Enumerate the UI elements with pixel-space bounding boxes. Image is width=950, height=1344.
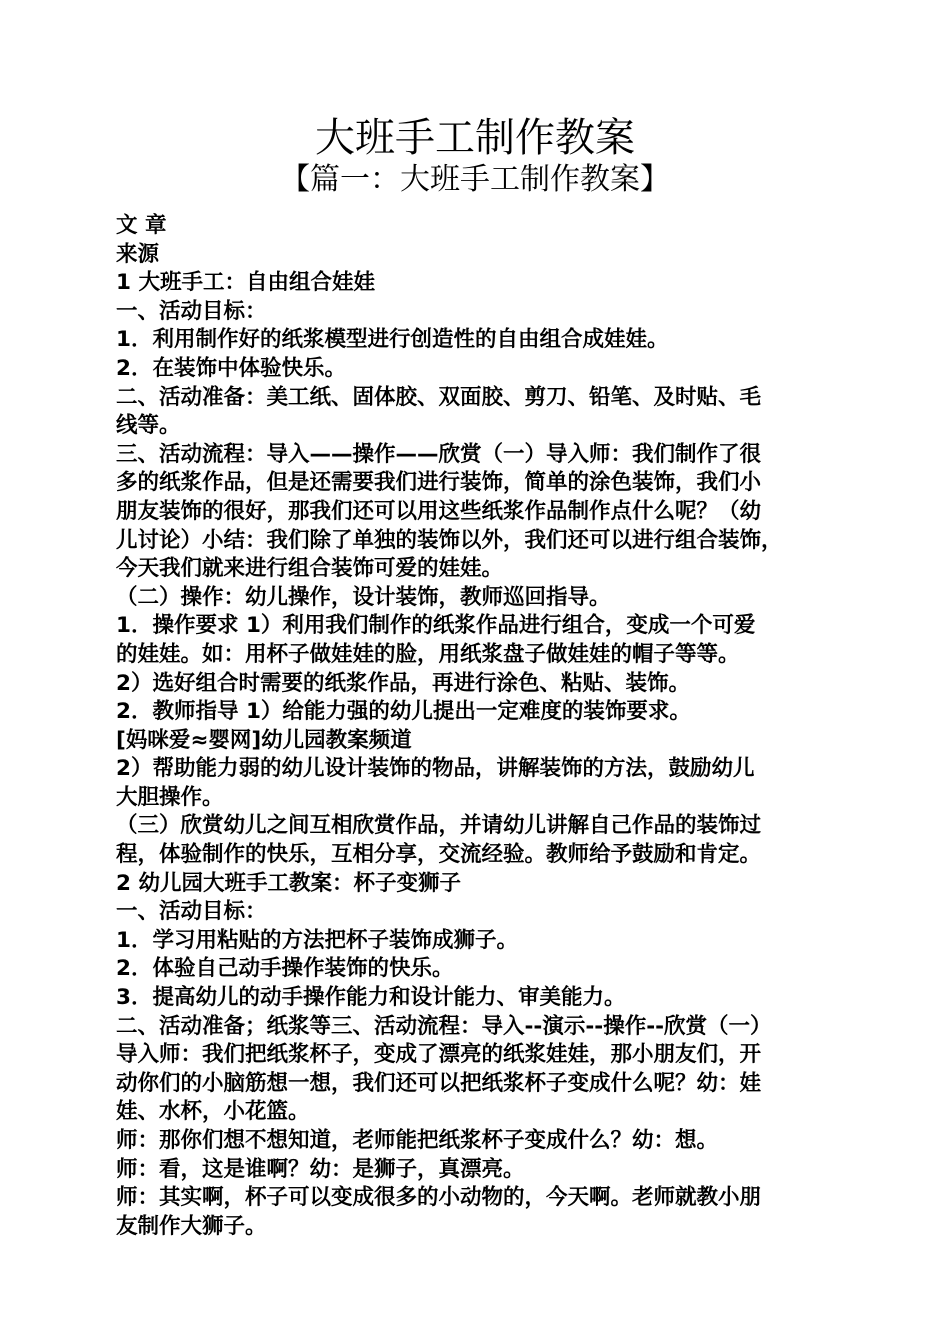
- text-line: 来源: [116, 241, 160, 267]
- text-line: 2．在装饰中体验快乐。: [116, 355, 346, 381]
- text-line: 二、活动准备：美工纸、固体胶、双面胶、剪刀、铅笔、及时贴、毛: [116, 384, 762, 410]
- text-line: 三、活动流程：导入——操作——欣赏（一）导入师：我们制作了很: [116, 441, 762, 467]
- text-line: 动你们的小脑筋想一想，我们还可以把纸浆杯子变成什么呢？幼：娃: [116, 1070, 762, 1096]
- document-title: 大班手工制作教案: [315, 115, 635, 161]
- text-line: 1．利用制作好的纸浆模型进行创造性的自由组合成娃娃。: [116, 327, 669, 353]
- text-line: 程，体验制作的快乐，互相分享，交流经验。教师给予鼓励和肯定。: [116, 842, 762, 868]
- text-line: 的娃娃。如：用杯子做娃娃的脸，用纸浆盘子做娃娃的帽子等等。: [116, 641, 740, 667]
- document-body: [116, 212, 846, 1241]
- text-line: 师：看，这是谁啊？幼：是狮子，真漂亮。: [116, 1156, 525, 1182]
- text-line: 2）帮助能力弱的幼儿设计装饰的物品，讲解装饰的方法，鼓励幼儿: [116, 756, 755, 782]
- text-line: 2．教师指导 1）给能力强的幼儿提出一定难度的装饰要求。: [116, 699, 691, 725]
- text-line: 多的纸浆作品，但是还需要我们进行装饰，简单的涂色装饰，我们小: [116, 470, 762, 496]
- text-line: 师：那你们想不想知道，老师能把纸浆杯子变成什么？幼：想。: [116, 1128, 719, 1153]
- text-line: 一、活动目标：: [116, 298, 267, 324]
- text-line: 2）选好组合时需要的纸浆作品，再进行涂色、粘贴、装饰。: [116, 670, 690, 696]
- text-line: 今天我们就来进行组合装饰可爱的娃娃。: [116, 556, 504, 582]
- text-line: 娃、水杯，小花篮。: [116, 1099, 310, 1125]
- text-line: 大胆操作。: [116, 784, 224, 810]
- text-line: 友制作大狮子。: [116, 1213, 267, 1239]
- text-line: 1．学习用粘贴的方法把杯子装饰成狮子。: [116, 927, 518, 953]
- document-subtitle: 【篇一：大班手工制作教案】: [280, 162, 670, 197]
- text-line: 1．操作要求 1）利用我们制作的纸浆作品进行组合，变成一个可爱: [116, 613, 756, 639]
- text-line: 一、活动目标：: [116, 899, 267, 925]
- text-line: 导入师：我们把纸浆杯子，变成了漂亮的纸浆娃娃，那小朋友们，开: [116, 1042, 762, 1068]
- text-line: 2．体验自己动手操作装饰的快乐。: [116, 956, 454, 982]
- text-line: 朋友装饰的很好，那我们还可以用这些纸浆作品制作点什么呢？（幼: [116, 498, 762, 524]
- text-line: 文 章: [116, 213, 167, 238]
- text-line: 2 幼儿园大班手工教案：杯子变狮子: [116, 870, 461, 896]
- text-line: （三）欣赏幼儿之间互相欣赏作品，并请幼儿讲解自己作品的装饰过: [116, 813, 762, 839]
- text-line: 师：其实啊，杯子可以变成很多的小动物的，今天啊。老师就教小朋: [116, 1185, 762, 1211]
- text-line: 儿讨论）小结：我们除了单独的装饰以外，我们还可以进行组合装饰，: [116, 527, 783, 553]
- text-line: 3．提高幼儿的动手操作能力和设计能力、审美能力。: [116, 985, 626, 1011]
- text-line: 1 大班手工：自由组合娃娃: [116, 270, 375, 296]
- text-line: 线等。: [116, 413, 181, 439]
- text-line: 二、活动准备；纸浆等三、活动流程：导入--演示--操作--欣赏（一）: [116, 1013, 772, 1039]
- text-line: （二）操作：幼儿操作，设计装饰，教师巡回指导。: [116, 584, 611, 610]
- text-line: [妈咪爱≈婴网]幼儿园教案频道: [116, 727, 412, 753]
